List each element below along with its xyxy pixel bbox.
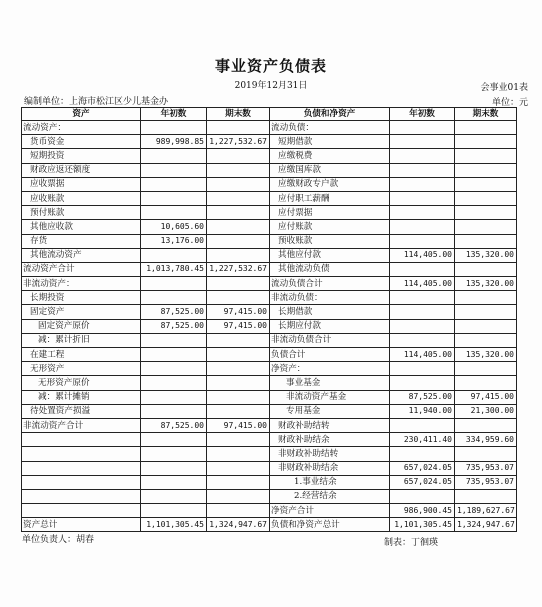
liab-name-cell: 事业基金 <box>270 376 390 390</box>
asset-name-cell: 减：累计摊销 <box>22 390 141 404</box>
liab-begin-cell: 657,024.05 <box>390 461 455 475</box>
liab-begin-cell: 114,405.00 <box>390 248 455 262</box>
liab-begin-cell: 986,900.45 <box>390 504 455 518</box>
liab-begin-cell <box>390 447 455 461</box>
asset-end-cell <box>207 504 270 518</box>
asset-end-cell: 1,324,947.67 <box>207 518 270 532</box>
liab-begin-cell: 114,405.00 <box>390 348 455 362</box>
asset-begin-cell <box>141 177 207 191</box>
report-date: 2019年12月31日 <box>234 81 308 91</box>
asset-end-cell <box>207 206 270 220</box>
asset-name-cell: 固定资产原价 <box>22 319 141 333</box>
liab-name-cell: 净资产： <box>270 362 390 376</box>
table-row <box>22 461 517 475</box>
asset-name-cell: 财政应返还额度 <box>22 163 141 177</box>
asset-begin-cell <box>141 206 207 220</box>
liab-begin-cell <box>390 305 455 319</box>
liab-begin-cell <box>390 149 455 163</box>
liab-name-cell: 负债和净资产总计 <box>270 518 390 532</box>
table-body <box>22 121 517 532</box>
liab-end-cell: 135,320.00 <box>455 277 517 291</box>
liab-end-cell <box>455 206 517 220</box>
asset-end-cell <box>207 234 270 248</box>
asset-name-cell: 资产总计 <box>22 518 141 532</box>
asset-end-cell <box>207 177 270 191</box>
liab-end-cell <box>455 220 517 234</box>
currency-unit: 单位：元 <box>491 98 528 108</box>
asset-begin-cell <box>141 390 207 404</box>
liab-begin-cell <box>390 319 455 333</box>
table-row <box>22 135 517 149</box>
asset-end-cell: 97,415.00 <box>207 418 270 432</box>
liab-name-cell: 非流动负债合计 <box>270 333 390 347</box>
liab-name-cell: 应付票据 <box>270 206 390 220</box>
asset-end-cell <box>207 348 270 362</box>
liab-end-cell <box>455 305 517 319</box>
liab-name-cell: 流动负债： <box>270 121 390 135</box>
table-row <box>22 234 517 248</box>
asset-name-cell: 非流动资产合计 <box>22 418 141 432</box>
liab-begin-cell: 87,525.00 <box>390 390 455 404</box>
table-row <box>22 248 517 262</box>
col-header-liabilities: 负债和净资产 <box>270 108 390 121</box>
asset-begin-cell <box>141 191 207 205</box>
asset-name-cell: 无形资产 <box>22 362 141 376</box>
table-row <box>22 348 517 362</box>
asset-begin-cell <box>141 404 207 418</box>
liab-name-cell: 长期应付款 <box>270 319 390 333</box>
asset-name-cell: 流动资产： <box>22 121 141 135</box>
liab-end-cell: 135,320.00 <box>455 248 517 262</box>
asset-begin-cell <box>141 348 207 362</box>
asset-name-cell: 长期投资 <box>22 291 141 305</box>
liab-name-cell: 1.事业结余 <box>270 475 390 489</box>
liab-end-cell <box>455 362 517 376</box>
asset-end-cell <box>207 163 270 177</box>
liab-begin-cell <box>390 333 455 347</box>
liab-name-cell: 短期借款 <box>270 135 390 149</box>
responsible-person: 单位负责人：胡春 <box>22 535 95 545</box>
asset-name-cell: 货币资金 <box>22 135 141 149</box>
asset-end-cell <box>207 489 270 503</box>
table-row <box>22 291 517 305</box>
asset-end-cell <box>207 461 270 475</box>
liab-name-cell: 其他应付款 <box>270 248 390 262</box>
asset-begin-cell: 87,525.00 <box>141 305 207 319</box>
table-row <box>22 305 517 319</box>
liab-end-cell: 735,953.07 <box>455 461 517 475</box>
asset-begin-cell <box>141 149 207 163</box>
liab-begin-cell <box>390 220 455 234</box>
liab-begin-cell: 114,405.00 <box>390 277 455 291</box>
asset-end-cell <box>207 447 270 461</box>
asset-end-cell: 97,415.00 <box>207 305 270 319</box>
asset-begin-cell <box>141 277 207 291</box>
liab-end-cell <box>455 489 517 503</box>
asset-end-cell: 97,415.00 <box>207 319 270 333</box>
liab-begin-cell <box>390 234 455 248</box>
liab-end-cell: 97,415.00 <box>455 390 517 404</box>
table-row <box>22 333 517 347</box>
liab-name-cell: 非财政补助结转 <box>270 447 390 461</box>
report-title: 事业资产负债表 <box>214 57 327 75</box>
asset-begin-cell <box>141 504 207 518</box>
liab-end-cell <box>455 333 517 347</box>
asset-name-cell: 短期投资 <box>22 149 141 163</box>
asset-begin-cell <box>141 163 207 177</box>
liab-end-cell: 334,959.60 <box>455 433 517 447</box>
col-header-liab-end: 期末数 <box>455 108 517 121</box>
asset-end-cell <box>207 376 270 390</box>
asset-name-cell <box>22 489 141 503</box>
table-row <box>22 163 517 177</box>
liab-name-cell: 非流动负债： <box>270 291 390 305</box>
asset-begin-cell <box>141 433 207 447</box>
asset-end-cell <box>207 333 270 347</box>
table-row <box>22 489 517 503</box>
liab-begin-cell: 657,024.05 <box>390 475 455 489</box>
asset-name-cell: 其他应收款 <box>22 220 141 234</box>
asset-name-cell: 无形资产原价 <box>22 376 141 390</box>
liab-begin-cell <box>390 262 455 276</box>
table-row <box>22 121 517 135</box>
asset-begin-cell: 10,605.60 <box>141 220 207 234</box>
balance-sheet-table <box>21 107 517 532</box>
table-row <box>22 475 517 489</box>
asset-name-cell <box>22 504 141 518</box>
liab-end-cell <box>455 163 517 177</box>
liab-begin-cell <box>390 489 455 503</box>
liab-begin-cell <box>390 206 455 220</box>
liab-end-cell <box>455 149 517 163</box>
liab-begin-cell <box>390 362 455 376</box>
asset-begin-cell <box>141 333 207 347</box>
liab-end-cell <box>455 234 517 248</box>
table-row <box>22 262 517 276</box>
asset-begin-cell: 1,013,780.45 <box>141 262 207 276</box>
liab-name-cell: 财政补助结余 <box>270 433 390 447</box>
asset-begin-cell <box>141 489 207 503</box>
table-row <box>22 149 517 163</box>
asset-end-cell: 1,227,532.67 <box>207 135 270 149</box>
liab-name-cell: 流动负债合计 <box>270 277 390 291</box>
table-row <box>22 191 517 205</box>
col-header-asset-begin: 年初数 <box>141 108 207 121</box>
table-row <box>22 433 517 447</box>
liab-end-cell <box>455 191 517 205</box>
asset-name-cell: 应收账款 <box>22 191 141 205</box>
liab-name-cell: 长期借款 <box>270 305 390 319</box>
asset-end-cell <box>207 248 270 262</box>
asset-begin-cell <box>141 248 207 262</box>
asset-name-cell: 减：累计折旧 <box>22 333 141 347</box>
liab-begin-cell <box>390 418 455 432</box>
liab-end-cell: 735,953.07 <box>455 475 517 489</box>
asset-name-cell: 预付账款 <box>22 206 141 220</box>
table-row <box>22 390 517 404</box>
asset-name-cell <box>22 447 141 461</box>
liab-end-cell <box>455 177 517 191</box>
table-row <box>22 220 517 234</box>
liab-name-cell: 负债合计 <box>270 348 390 362</box>
asset-name-cell <box>22 475 141 489</box>
asset-name-cell: 存货 <box>22 234 141 248</box>
liab-end-cell <box>455 121 517 135</box>
asset-end-cell <box>207 362 270 376</box>
table-row <box>22 177 517 191</box>
col-header-liab-begin: 年初数 <box>390 108 455 121</box>
asset-end-cell <box>207 149 270 163</box>
liab-end-cell: 135,320.00 <box>455 348 517 362</box>
liab-end-cell <box>455 418 517 432</box>
asset-begin-cell: 989,998.85 <box>141 135 207 149</box>
liab-end-cell: 1,324,947.67 <box>455 518 517 532</box>
liab-name-cell: 非流动资产基金 <box>270 390 390 404</box>
liab-begin-cell: 11,940.00 <box>390 404 455 418</box>
asset-begin-cell <box>141 447 207 461</box>
asset-name-cell <box>22 433 141 447</box>
liab-begin-cell <box>390 376 455 390</box>
asset-name-cell <box>22 461 141 475</box>
liab-begin-cell <box>390 191 455 205</box>
asset-end-cell <box>207 277 270 291</box>
asset-end-cell <box>207 404 270 418</box>
asset-end-cell <box>207 121 270 135</box>
liab-name-cell: 其他流动负债 <box>270 262 390 276</box>
table-row <box>22 206 517 220</box>
liab-end-cell: 21,300.00 <box>455 404 517 418</box>
asset-name-cell: 非流动资产： <box>22 277 141 291</box>
table-header-row <box>22 108 517 121</box>
asset-begin-cell <box>141 461 207 475</box>
asset-name-cell: 待处置资产损溢 <box>22 404 141 418</box>
table-row <box>22 362 517 376</box>
col-header-asset-end: 期末数 <box>207 108 270 121</box>
liab-name-cell: 应付职工薪酬 <box>270 191 390 205</box>
liab-end-cell <box>455 376 517 390</box>
table-row <box>22 504 517 518</box>
liab-name-cell: 非财政补助结余 <box>270 461 390 475</box>
liab-name-cell: 2.经营结余 <box>270 489 390 503</box>
liab-name-cell: 应缴税费 <box>270 149 390 163</box>
table-row <box>22 319 517 333</box>
liab-end-cell <box>455 319 517 333</box>
table-row <box>22 376 517 390</box>
asset-begin-cell: 13,176.00 <box>141 234 207 248</box>
liab-name-cell: 应付账款 <box>270 220 390 234</box>
asset-name-cell: 流动资产合计 <box>22 262 141 276</box>
asset-name-cell: 应收票据 <box>22 177 141 191</box>
liab-begin-cell: 230,411.40 <box>390 433 455 447</box>
liab-end-cell <box>455 447 517 461</box>
asset-begin-cell <box>141 362 207 376</box>
asset-name-cell: 固定资产 <box>22 305 141 319</box>
table-row <box>22 518 517 532</box>
reporting-entity: 编制单位：上海市松江区少儿基金办 <box>24 97 169 107</box>
table-row <box>22 277 517 291</box>
asset-begin-cell: 87,525.00 <box>141 319 207 333</box>
liab-end-cell <box>455 262 517 276</box>
liab-begin-cell <box>390 121 455 135</box>
preparer: 制表：丁徊瑛 <box>384 538 439 548</box>
asset-begin-cell <box>141 376 207 390</box>
asset-name-cell: 在建工程 <box>22 348 141 362</box>
asset-name-cell: 其他流动资产 <box>22 248 141 262</box>
asset-begin-cell <box>141 475 207 489</box>
liab-name-cell: 应缴国库款 <box>270 163 390 177</box>
table-row <box>22 447 517 461</box>
liab-name-cell: 应缴财政专户款 <box>270 177 390 191</box>
liab-begin-cell <box>390 163 455 177</box>
liab-end-cell <box>455 135 517 149</box>
liab-name-cell: 净资产合计 <box>270 504 390 518</box>
asset-end-cell: 1,227,532.67 <box>207 262 270 276</box>
form-number: 会事业01表 <box>480 83 528 93</box>
asset-end-cell <box>207 191 270 205</box>
table-row <box>22 404 517 418</box>
asset-begin-cell <box>141 291 207 305</box>
liab-end-cell <box>455 291 517 305</box>
asset-end-cell <box>207 291 270 305</box>
asset-end-cell <box>207 220 270 234</box>
liab-name-cell: 专用基金 <box>270 404 390 418</box>
asset-end-cell <box>207 390 270 404</box>
table-row <box>22 418 517 432</box>
asset-begin-cell: 1,101,305.45 <box>141 518 207 532</box>
liab-begin-cell <box>390 177 455 191</box>
liab-name-cell: 财政补助结转 <box>270 418 390 432</box>
liab-begin-cell: 1,101,305.45 <box>390 518 455 532</box>
liab-name-cell: 预收账款 <box>270 234 390 248</box>
liab-begin-cell <box>390 135 455 149</box>
asset-begin-cell <box>141 121 207 135</box>
col-header-assets: 资产 <box>22 108 141 121</box>
asset-begin-cell: 87,525.00 <box>141 418 207 432</box>
asset-end-cell <box>207 475 270 489</box>
liab-begin-cell <box>390 291 455 305</box>
liab-end-cell: 1,189,627.67 <box>455 504 517 518</box>
asset-end-cell <box>207 433 270 447</box>
